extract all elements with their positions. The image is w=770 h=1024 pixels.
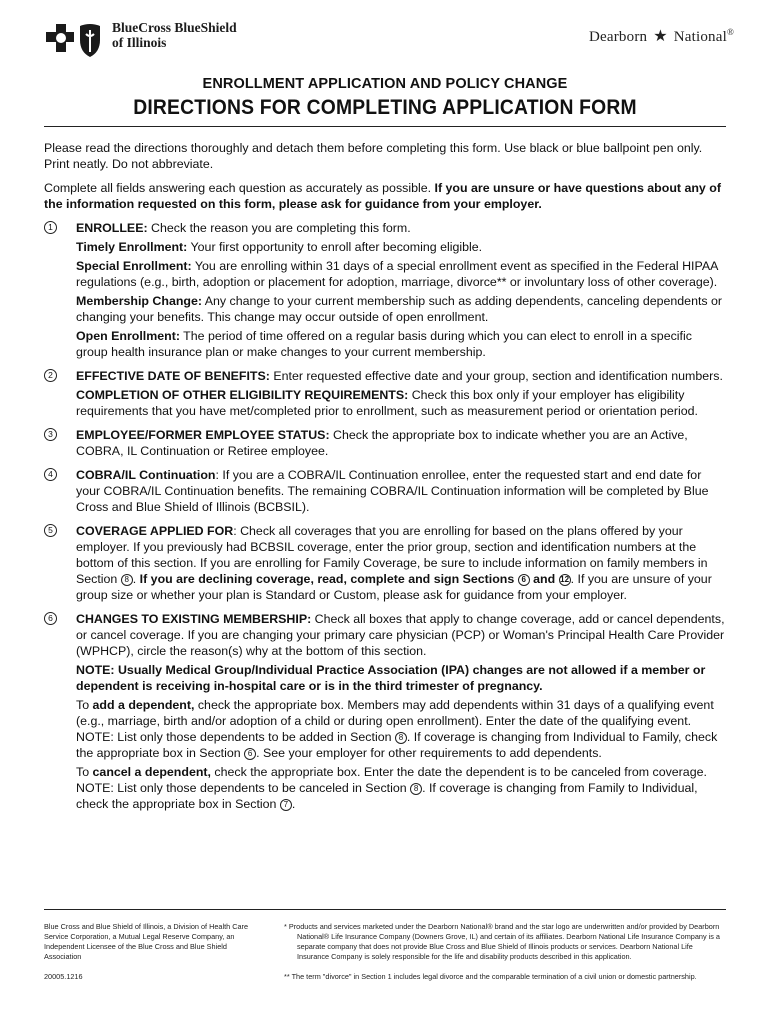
section-item-2 <box>44 368 726 419</box>
section-ref-8: 8 <box>410 783 422 795</box>
page-header <box>44 20 734 60</box>
section-number-badge: 2 <box>44 369 57 382</box>
section-item-6 <box>44 611 726 812</box>
form-code: 20005.1216 <box>44 972 83 981</box>
dearborn-national-logo: Dearborn ★ National® <box>588 27 734 45</box>
footnote-star: * Products and services marketed under the Dearborn National® brand and the star logo are underwritten and/or provided by Dearborn National® Life Insurance Company (Downers Grove, IL) and certain of its affiliates. Dearborn National Life Insurance Company is a separate company that does not provide Blue Cross and Blue Shield of Illinois products or services. Dearborn National Life Insurance Company is solely responsible for the life and disability products described in this application. <box>284 922 720 961</box>
item-paragraph: EFFECTIVE DATE OF BENEFITS: Enter requested effective date and your group, section and identification numbers. <box>76 369 723 383</box>
section-ref-8: 8 <box>121 574 133 586</box>
section-ref-6: 6 <box>244 748 256 760</box>
section-ref-7: 7 <box>280 799 292 811</box>
title-divider <box>44 126 726 127</box>
section-number-badge: 6 <box>44 612 57 625</box>
section-item-3 <box>44 427 726 459</box>
footer-left <box>44 922 254 982</box>
item-paragraph: COMPLETION OF OTHER ELIGIBILITY REQUIREMENTS: Check this box only if your employer has eligibility requirements that you have met/completed prior to enrollment, such as measurement period or orientation period. <box>76 388 698 418</box>
bcbs-logo-text: BlueCross BlueShield of Illinois <box>112 20 237 50</box>
item-paragraph: Special Enrollment: You are enrolling within 31 days of a special enrollment event as specified in the Federal HIPAA regulations (e.g., birth, adoption or placement for adoption, marriage, divorce** or involuntary loss of other coverage). <box>76 259 718 289</box>
item-paragraph: COBRA/IL Continuation: If you are a COBRA/IL Continuation enrollee, enter the requested start and end date for your COBRA/IL Continuation benefits. The remaining COBRA/IL Continuation information will be completed by Blue Cross and Blue Shield of Illinois (BCBSIL). <box>76 468 709 514</box>
footer-divider <box>44 909 726 910</box>
item-paragraph: Timely Enrollment: Your first opportunity to enroll after becoming eligible. <box>76 240 483 254</box>
item-paragraph: Membership Change: Any change to your current membership such as adding dependents, canceling dependents or changing your benefits. This change may occur outside of open enrollment. <box>76 294 723 324</box>
section-item-1 <box>44 220 726 360</box>
footnote-double-star: ** The term "divorce" in Section 1 includes legal divorce and the comparable termination of a civil union or domestic partnership. <box>284 972 697 981</box>
directions-body <box>44 140 726 815</box>
section-item-5 <box>44 523 726 603</box>
footer-notes <box>284 922 726 982</box>
item-paragraph: EMPLOYEE/FORMER EMPLOYEE STATUS: Check the appropriate box to indicate whether you are an Active, COBRA, IL Continuation or Retiree employee. <box>76 428 688 458</box>
item-note: NOTE: Usually Medical Group/Individual Practice Association (IPA) changes are not allowed if a member or dependent is receiving in-hospital care or is in the third trimester of pregnancy. <box>76 663 706 693</box>
item-paragraph: To add a dependent, check the appropriate box. Members may add dependents within 31 days of a qualifying event (e.g., marriage, birth and/or adoption of a child or during open enrollment). Enter the date of the qualifying event. NOTE: List only those dependents to be added in Section 8 . If coverage is changing from Individual to Family, check the appropriate box in Section 6 . See your employer for other requirements to add dependents. <box>76 698 718 760</box>
intro-paragraph-1: Please read the directions thoroughly and detach them before completing this form. Use black or blue ballpoint pen only. Print neatly. Do not abbreviate. <box>44 141 703 171</box>
item-paragraph: Open Enrollment: The period of time offered on a regular basis during which you can elect to enroll in a specific group health insurance plan or make changes to your current membership. <box>76 329 692 359</box>
footer-company-text: Blue Cross and Blue Shield of Illinois, a Division of Health Care Service Corporation, a Mutual Legal Reserve Company, an Independent Licensee of the Blue Cross and Blue Shield Association <box>44 922 249 961</box>
item-paragraph: COVERAGE APPLIED FOR: Check all coverages that you are enrolling for based on the plans offered by your employer. If you previously had BCBSIL coverage, enter the prior group, section and identification numbers at the bottom of this section. If you are enrolling for Family Coverage, be sure to include information on family members in Section 8 . If you are declining coverage, read, complete and sign Sections 6 and 12 . If you are unsure of your group size or whether your plan is Standard or Custom, please ask for guidance from your employer. <box>76 524 712 602</box>
section-number-badge: 3 <box>44 428 57 441</box>
section-ref-6: 6 <box>518 574 530 586</box>
item-paragraph: To cancel a dependent, check the appropriate box. Enter the date the dependent is to be canceled from coverage. NOTE: List only those dependents to be canceled in Section 8 . If coverage is changing from Family to Individual, check the appropriate box in Section 7 . <box>76 765 707 811</box>
item-paragraph: ENROLLEE: Check the reason you are completing this form. <box>76 221 411 235</box>
star-logo-icon: ★ <box>653 28 668 45</box>
section-number-badge: 5 <box>44 524 57 537</box>
title-line-1: ENROLLMENT APPLICATION AND POLICY CHANGE <box>202 76 568 92</box>
section-ref-8: 8 <box>395 732 407 744</box>
section-number-badge: 1 <box>44 221 57 234</box>
title-line-2: DIRECTIONS FOR COMPLETING APPLICATION FORM <box>133 96 637 119</box>
bcbs-logo-icon <box>44 22 106 58</box>
section-ref-12: 12 <box>560 575 570 584</box>
section-number-badge: 4 <box>44 468 57 481</box>
intro-paragraph-2: Complete all fields answering each question as accurately as possible. If you are unsure or have questions about any of the information requested on this form, please ask for guidance from your employer. <box>44 181 721 211</box>
section-item-4 <box>44 467 726 515</box>
page-title <box>0 76 770 120</box>
item-paragraph: CHANGES TO EXISTING MEMBERSHIP: Check all boxes that apply to change coverage, add or cancel dependents, or cancel coverage. If you are changing your primary care physician (PCP) or Woman's Principal Health Care Provider (WPHCP), circle the reason(s) why at the bottom of this section. <box>76 612 725 658</box>
